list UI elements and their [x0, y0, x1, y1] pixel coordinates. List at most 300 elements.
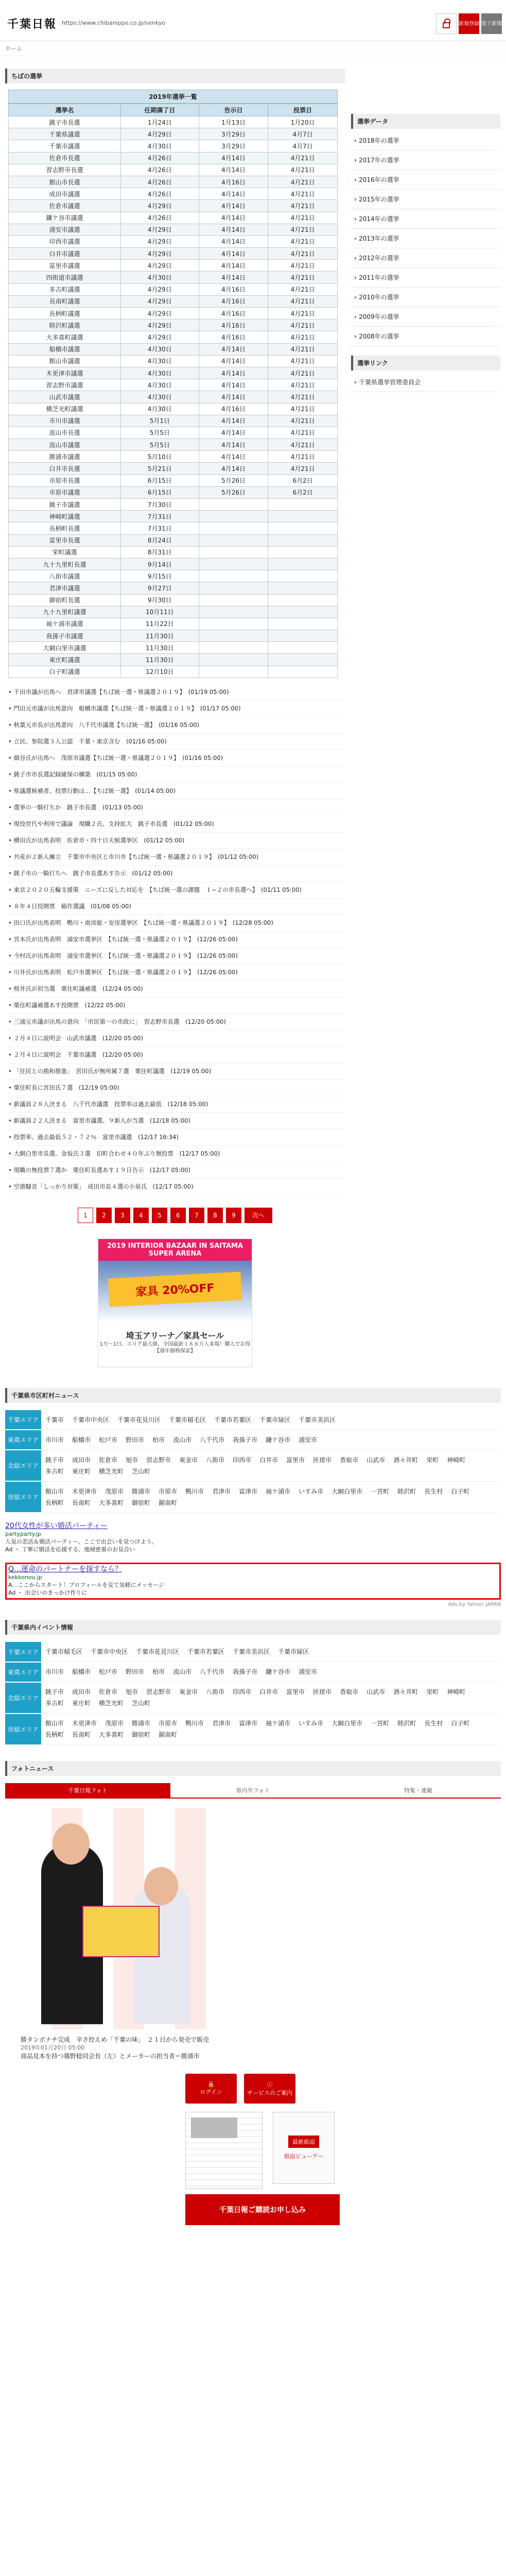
table-cell — [199, 594, 268, 606]
area-link[interactable]: 睦沢町 — [397, 1487, 416, 1495]
table-cell[interactable]: 白井市議選 — [9, 248, 121, 260]
area-link[interactable]: 我孫子市 — [233, 1436, 258, 1444]
table-cell: 4月14日 — [199, 415, 268, 427]
area-link[interactable]: いすみ市 — [299, 1720, 324, 1727]
area-link[interactable]: 柏市 — [152, 1436, 165, 1444]
text-ad-1-title[interactable]: 20代女性が多い婚活パーティー — [5, 1522, 108, 1531]
area-link[interactable]: 長柄町 — [45, 1499, 64, 1506]
area-link[interactable]: 横芝光町 — [99, 1700, 124, 1707]
area-link[interactable]: 長生村 — [424, 1487, 443, 1495]
area-link[interactable]: 鴨川市 — [185, 1720, 204, 1727]
area-link[interactable]: 東金市 — [179, 1688, 198, 1696]
area-link[interactable]: 鴨川市 — [185, 1487, 204, 1495]
area-row — [5, 1450, 501, 1481]
area-link[interactable]: 館山市 — [45, 1487, 64, 1495]
area-link[interactable]: 御宿町 — [132, 1731, 151, 1739]
news-item[interactable]: • 桜井氏が初当選 栗住町議補選 (12/24 05:00) — [8, 981, 345, 997]
table-cell[interactable]: 佐倉市長選 — [9, 152, 121, 164]
photo-caption[interactable]: 勝タンポナチ完成 辛さ控えめ「千葉の味」 ２１日から発売で販売 — [21, 2036, 210, 2043]
latest-paper-thumbnail[interactable] — [185, 2112, 263, 2189]
table-cell[interactable]: 船橋市議選 — [9, 343, 121, 355]
news-item[interactable]: • 栗住町長に宮田氏７選 (12/19 05:00) — [8, 1080, 345, 1096]
area-link[interactable]: 白井市 — [259, 1456, 278, 1464]
table-header: 告示日 — [199, 104, 268, 116]
news-item[interactable]: • 空港騒音「しっかり対策」 成田市長４選の小泉氏 (12/17 05:00) — [8, 1179, 345, 1195]
sidebar-item[interactable]: › 2011年の選挙 — [351, 268, 500, 287]
table-cell: 4月16日 — [199, 403, 268, 415]
table-row — [9, 534, 338, 546]
news-item[interactable]: • 「住民との勘和推進」 宮田氏が無所属７選 栗住町議選 (12/19 05:00) — [8, 1063, 345, 1080]
photo-image[interactable] — [21, 1808, 217, 2029]
table-cell[interactable]: 富里市長選 — [9, 534, 121, 546]
news-item[interactable]: • 現職の無投票７選か 栗住町長選あす１９日告示 (12/17 05:00) — [8, 1162, 345, 1179]
area-link[interactable]: 八街市 — [206, 1456, 225, 1464]
table-cell[interactable]: 長柄町議選 — [9, 308, 121, 319]
table-cell[interactable]: 習志野市長選 — [9, 164, 121, 176]
table-cell[interactable]: 千葉県議選 — [9, 128, 121, 140]
table-cell: 4月14日 — [199, 224, 268, 235]
area-link[interactable]: 長生村 — [424, 1720, 443, 1727]
sidebar — [351, 114, 500, 1367]
subscribe-banner[interactable]: 千葉日報ご購読お申し込み — [185, 2194, 340, 2225]
table-cell[interactable]: 東庄町議選 — [9, 654, 121, 666]
table-cell[interactable]: 九十九里町長選 — [9, 558, 121, 570]
table-cell[interactable]: 鎌ケ谷市議選 — [9, 212, 121, 224]
table-row — [9, 379, 338, 391]
area-link[interactable]: 富里市 — [286, 1688, 305, 1696]
ad-title: 埼玉アリーナ／家具セール — [126, 1330, 224, 1341]
table-row — [9, 176, 338, 188]
table-cell: 5月1日 — [120, 415, 199, 427]
area-link[interactable]: 木更津市 — [72, 1720, 97, 1727]
page-url: https://www.chibanippo.co.jp/senkyo — [62, 20, 166, 26]
area-link[interactable]: 袖ケ浦市 — [266, 1720, 291, 1727]
table-row — [9, 439, 338, 451]
service-tile-button[interactable]: ⓘ サービスのご案内 — [244, 2074, 295, 2104]
table-cell: 4月14日 — [199, 260, 268, 272]
table-cell[interactable]: 多古町議選 — [9, 283, 121, 295]
section-title: ちばの選挙 — [5, 69, 345, 83]
table-cell: 4月21日 — [268, 248, 338, 260]
area-link[interactable]: 八千代市 — [200, 1436, 225, 1444]
table-cell[interactable]: 市原市議選 — [9, 486, 121, 498]
area-label: 房総エリア — [5, 1481, 41, 1513]
table-cell[interactable]: 大網白里市議選 — [9, 642, 121, 654]
area-link[interactable]: 栄町 — [426, 1688, 439, 1696]
area-link[interactable]: 東庄町 — [72, 1700, 91, 1707]
photo-tab[interactable]: 特集・連載 — [336, 1783, 501, 1799]
table-cell: 4月21日 — [268, 319, 338, 331]
area-link[interactable]: 千葉市緑区 — [278, 1648, 309, 1656]
sidebar-item[interactable]: › 2017年の選挙 — [351, 150, 500, 170]
site-logo[interactable]: 千葉日報 — [7, 18, 57, 31]
area-link[interactable]: 野田市 — [126, 1668, 145, 1676]
furniture-ad-banner[interactable] — [98, 1239, 252, 1367]
area-link[interactable]: 千葉市美浜区 — [299, 1416, 336, 1423]
area-link[interactable]: 習志野市 — [146, 1456, 171, 1464]
area-link[interactable]: 山武市 — [367, 1456, 386, 1464]
news-item[interactable]: • 千田市議が出馬へ 君津市議選【ちば統一選・県議選２０１９】 (01/19 05:00) — [8, 684, 345, 701]
paper-viewer-tile[interactable] — [273, 2112, 335, 2184]
area-link[interactable]: 習志野市 — [146, 1688, 171, 1696]
table-row — [9, 319, 338, 331]
area-link[interactable]: 睦沢町 — [397, 1720, 416, 1727]
photo-tab[interactable]: 千葉日報フォト — [5, 1783, 170, 1799]
news-item[interactable]: • 選挙の一騎打ちか 銚子市長選 (01/13 05:00) — [8, 800, 345, 816]
table-row — [9, 295, 338, 307]
area-link[interactable]: 君津市 — [212, 1720, 231, 1727]
table-cell[interactable]: 長柄町長選 — [9, 522, 121, 534]
area-link[interactable]: 酒々井町 — [393, 1456, 418, 1464]
table-cell[interactable]: 長南町議選 — [9, 295, 121, 307]
news-item[interactable]: • 共産が２新人擁立 千葉市中央区と市川市【ちば統一選・県議選２０１９】 (01/12 05:00) — [8, 849, 345, 866]
table-cell — [199, 522, 268, 534]
area-link[interactable]: 成田市 — [72, 1456, 91, 1464]
page-link[interactable]: 1 — [78, 1208, 93, 1223]
area-link[interactable]: 香取市 — [340, 1456, 359, 1464]
news-item[interactable]: • 大網白里市長選、金坂氏３選 旧町合わせ４０年ぶり無投票 (12/17 05:00) — [8, 1146, 345, 1162]
table-cell[interactable]: 御宿町長選 — [9, 594, 121, 606]
area-link[interactable]: 千葉市稲毛区 — [169, 1416, 206, 1423]
sidebar-link[interactable]: › 千葉県選挙管理委員会 — [351, 372, 500, 392]
area-link[interactable]: 松戸市 — [99, 1436, 118, 1444]
table-cell: 4月30日 — [120, 355, 199, 367]
area-link[interactable]: 鋸南町 — [159, 1499, 178, 1506]
news-item[interactable]: • 立民、参院選３人公認 千葉・東京含む (01/16 05:00) — [8, 734, 345, 750]
table-cell[interactable]: 山武市議選 — [9, 391, 121, 403]
area-link[interactable]: 野田市 — [126, 1436, 145, 1444]
area-link[interactable]: 鎌ケ谷市 — [266, 1436, 291, 1444]
table-cell: 4月29日 — [120, 319, 199, 331]
news-item[interactable]: • ２月４日に説明会 千葉市議選 (12/20 05:00) — [8, 1047, 345, 1063]
page-link[interactable]: 2 — [96, 1208, 112, 1223]
table-cell: 1月24日 — [120, 116, 199, 128]
area-link[interactable]: 白子町 — [451, 1720, 470, 1727]
area-link[interactable]: 茂原市 — [105, 1720, 124, 1727]
area-link[interactable]: 旭市 — [126, 1688, 138, 1696]
area-link[interactable]: 船橋市 — [72, 1668, 91, 1676]
news-item[interactable]: • 宮本氏が出馬表明 浦安市選挙区 【ちば統一選・県議選２０１９】 (12/26 05:00) — [8, 931, 345, 948]
news-item[interactable]: • 東京２０２０五輪支援策 ニーズに反した対応を 【ちば統一選の課題 １−２の市長選へ】 (01/11 05:00) — [8, 882, 345, 899]
area-link[interactable]: 千葉市若葉区 — [214, 1416, 252, 1423]
area-link[interactable]: 館山市 — [45, 1720, 64, 1727]
table-cell[interactable]: 袖ケ浦市議選 — [9, 618, 121, 630]
table-cell[interactable]: 成田市議選 — [9, 188, 121, 200]
table-cell: 4月21日 — [268, 451, 338, 463]
area-link[interactable]: 千葉市中央区 — [91, 1648, 128, 1656]
area-link[interactable]: 市川市 — [45, 1436, 64, 1444]
area-link[interactable]: 御宿町 — [132, 1499, 151, 1506]
area-link[interactable]: 茂原市 — [105, 1487, 124, 1495]
area-items — [41, 1642, 501, 1662]
area-link[interactable]: 銚子市 — [45, 1688, 64, 1696]
table-cell[interactable]: 市原市長選 — [9, 474, 121, 486]
table-cell[interactable]: 九十九里町議選 — [9, 606, 121, 618]
table-cell[interactable]: 流山市議選 — [9, 439, 121, 451]
area-link[interactable]: 長南町 — [72, 1731, 91, 1739]
area-link[interactable]: 香取市 — [340, 1688, 359, 1696]
area-link[interactable]: 銚子市 — [45, 1456, 64, 1464]
table-cell[interactable]: 白子町議選 — [9, 666, 121, 677]
area-items — [41, 1682, 501, 1714]
news-item[interactable]: • 銚子市の一騎打ちへ 銚子市長選あす告示 (01/12 05:00) — [8, 866, 345, 882]
area-link[interactable]: 千葉市花見川区 — [117, 1416, 161, 1423]
table-header: 選挙名 — [9, 104, 121, 116]
area-link[interactable]: 山武市 — [367, 1688, 386, 1696]
page-link[interactable]: 3 — [115, 1208, 130, 1223]
area-link[interactable]: 佐倉市 — [99, 1688, 118, 1696]
news-item[interactable]: • 新議員２８人決まる 八千代市議選 投票率は過去最低 (12/18 05:00) — [8, 1096, 345, 1113]
table-cell: 4月29日 — [120, 331, 199, 343]
area-link[interactable]: 千葉市若葉区 — [187, 1648, 225, 1656]
sidebar-item[interactable]: › 2010年の選挙 — [351, 287, 500, 307]
table-cell[interactable]: 佐倉市議選 — [9, 200, 121, 212]
area-items — [41, 1410, 501, 1430]
table-cell — [199, 534, 268, 546]
area-link[interactable]: 浦安市 — [299, 1436, 318, 1444]
page-link[interactable]: 6 — [170, 1208, 186, 1223]
area-items — [41, 1714, 501, 1745]
area-link[interactable]: 千葉市 — [45, 1416, 64, 1423]
table-row — [9, 272, 338, 283]
table-cell[interactable]: 睦沢町議選 — [9, 319, 121, 331]
sidebar-item[interactable]: › 2014年の選挙 — [351, 209, 500, 229]
table-cell[interactable]: 館山市議選 — [9, 355, 121, 367]
area-link[interactable]: 勝浦市 — [132, 1720, 151, 1727]
table-cell: 4月21日 — [268, 403, 338, 415]
area-link[interactable]: 旭市 — [126, 1456, 138, 1464]
table-cell[interactable]: 四街道市議選 — [9, 272, 121, 283]
area-link[interactable]: 柏市 — [152, 1668, 165, 1676]
table-cell — [268, 618, 338, 630]
area-link[interactable]: 千葉市緑区 — [259, 1416, 291, 1423]
sidebar-item[interactable]: › 2016年の選挙 — [351, 170, 500, 190]
table-cell[interactable]: 銚子市長選 — [9, 116, 121, 128]
table-cell — [268, 546, 338, 558]
text-ad-2[interactable] — [5, 1563, 501, 1600]
page-link[interactable]: 7 — [189, 1208, 204, 1223]
area-link[interactable]: 印西市 — [233, 1688, 252, 1696]
area-link[interactable]: 東金市 — [179, 1456, 198, 1464]
area-row — [5, 1714, 501, 1745]
news-item[interactable]: • 県議選候補者、投票行動は…【ちば統一選】 (01/14 05:00) — [8, 783, 345, 800]
text-ad-1-desc: 人気の恋活＆婚活パーティー。ここで出会いを見つけよう。 — [5, 1538, 158, 1546]
breadcrumb[interactable]: ホーム — [0, 41, 506, 56]
area-link[interactable]: 大多喜町 — [99, 1499, 124, 1506]
area-link[interactable]: 木更津市 — [72, 1487, 97, 1495]
table-cell — [268, 594, 338, 606]
sidebar-item[interactable]: › 2012年の選挙 — [351, 248, 500, 268]
sidebar-item[interactable]: › 2013年の選挙 — [351, 229, 500, 248]
table-cell: 9月30日 — [120, 594, 199, 606]
area-link[interactable]: 匝瑳市 — [313, 1456, 332, 1464]
news-item[interactable]: • 銚子市市長選記録確保の構築 (01/15 05:00) — [8, 767, 345, 783]
area-link[interactable]: 富津市 — [239, 1487, 258, 1495]
table-row — [9, 164, 338, 176]
table-cell: 4月14日 — [199, 272, 268, 283]
table-cell: 4月16日 — [199, 295, 268, 307]
area-link[interactable]: 八街市 — [206, 1688, 225, 1696]
area-link[interactable]: 千葉市中央区 — [72, 1416, 110, 1423]
table-cell: 9月27日 — [120, 582, 199, 594]
area-link[interactable]: 八千代市 — [200, 1668, 225, 1676]
area-link[interactable]: 白井市 — [259, 1688, 278, 1696]
area-link[interactable]: 我孫子市 — [233, 1668, 258, 1676]
table-cell: 6月15日 — [120, 474, 199, 486]
sidebar-item[interactable]: › 2009年の選挙 — [351, 307, 500, 327]
login-button[interactable] — [436, 13, 457, 34]
news-item[interactable]: • ８年４日投開票 稲作選議 (01/08 05:00) — [8, 899, 345, 915]
table-cell[interactable]: 習志野市議選 — [9, 379, 121, 391]
table-cell[interactable]: 八街市議選 — [9, 570, 121, 582]
area-link[interactable]: 匝瑳市 — [313, 1688, 332, 1696]
table-cell[interactable]: 白井市長選 — [9, 463, 121, 474]
table-cell: 4月30日 — [120, 403, 199, 415]
table-row — [9, 152, 338, 164]
sidebar-item[interactable]: › 2008年の選挙 — [351, 327, 500, 346]
area-link[interactable]: 千葉市美浜区 — [233, 1648, 270, 1656]
news-item[interactable]: • 田口氏が出馬表明 鴨川・南房総・安房選挙区 【ちば統一選・県議選２０１９】 (12/28 05:00) — [8, 915, 345, 931]
area-link[interactable]: 横芝光町 — [99, 1467, 124, 1475]
area-link[interactable]: 芝山町 — [132, 1467, 151, 1475]
area-link[interactable]: 東庄町 — [72, 1467, 91, 1475]
area-link[interactable]: 多古町 — [45, 1700, 64, 1707]
table-cell[interactable]: 神崎町議選 — [9, 511, 121, 522]
area-link[interactable]: 船橋市 — [72, 1436, 91, 1444]
news-item[interactable]: • 栗住町議補選あす投開票 (12/22 05:00) — [8, 997, 345, 1014]
news-item[interactable]: • 川井氏が出馬表明 松戸市選挙区 【ちば統一選・県議選２０１９】 (12/26 05:00) — [8, 964, 345, 981]
page-link[interactable]: 8 — [207, 1208, 223, 1223]
photo-tab[interactable]: 県内外フォト — [170, 1783, 336, 1799]
lock-icon — [443, 22, 450, 28]
table-cell[interactable]: 浦安市議選 — [9, 224, 121, 235]
sidebar-item[interactable]: › 2015年の選挙 — [351, 190, 500, 209]
area-link[interactable]: 神崎町 — [447, 1688, 466, 1696]
page-link[interactable]: 4 — [133, 1208, 149, 1223]
area-link[interactable]: 勝浦市 — [132, 1487, 151, 1495]
table-row — [9, 188, 338, 200]
area-link[interactable]: 神崎町 — [447, 1456, 466, 1464]
table-cell: 4月21日 — [268, 439, 338, 451]
next-page-link[interactable]: 次へ — [245, 1208, 272, 1223]
table-cell[interactable]: 栄町議選 — [9, 546, 121, 558]
table-cell: 4月26日 — [120, 188, 199, 200]
area-label: 房総エリア — [5, 1714, 41, 1745]
table-cell[interactable]: 富里市議選 — [9, 260, 121, 272]
area-link[interactable]: 富津市 — [239, 1720, 258, 1727]
news-item[interactable]: • 門田元市議が出馬意向 船橋市議選【ちば統一選・県議選２０１９】 (01/17 05:00) — [8, 701, 345, 717]
news-item[interactable]: • 秋葉元市長が出馬意向 八千代市議選【ちば統一選】 (01/16 05:00) — [8, 717, 345, 734]
area-link[interactable]: 市川市 — [45, 1668, 64, 1676]
table-cell[interactable]: 大多喜町議選 — [9, 331, 121, 343]
area-link[interactable]: 酒々井町 — [393, 1688, 418, 1696]
table-cell: 4月16日 — [199, 283, 268, 295]
page-link[interactable]: 5 — [152, 1208, 167, 1223]
news-item[interactable]: • 細谷氏が出馬へ 茂原市議選【ちば統一選・県議選２０１９】 (01/16 05:00) — [8, 750, 345, 767]
table-cell[interactable]: 館山市長選 — [9, 176, 121, 188]
page-link[interactable]: 9 — [226, 1208, 241, 1223]
table-cell: 4月29日 — [120, 308, 199, 319]
area-link[interactable]: 佐倉市 — [99, 1456, 118, 1464]
area-link[interactable]: 大網白里市 — [331, 1720, 363, 1727]
table-row — [9, 140, 338, 152]
register-button[interactable]: 新規登録 — [459, 13, 479, 34]
table-cell[interactable]: 印西市議選 — [9, 235, 121, 247]
e-paper-button[interactable]: 電子新聞 — [481, 13, 502, 34]
table-cell: 11月22日 — [120, 618, 199, 630]
table-cell: 12月10日 — [120, 666, 199, 677]
news-item[interactable]: • 横田氏が出馬表明 佐倉市・四十日天候選挙区 (01/12 05:00) — [8, 833, 345, 849]
area-link[interactable]: 長南町 — [72, 1499, 91, 1506]
area-link[interactable]: 長柄町 — [45, 1731, 64, 1739]
table-cell: 4月21日 — [268, 260, 338, 272]
area-link[interactable]: 大多喜町 — [99, 1731, 124, 1739]
area-link[interactable]: 浦安市 — [299, 1668, 318, 1676]
login-tile-button[interactable]: 🔒 ログイン — [185, 2074, 237, 2104]
area-link[interactable]: 多古町 — [45, 1467, 64, 1475]
area-link[interactable]: いすみ市 — [299, 1487, 324, 1495]
table-row — [9, 642, 338, 654]
table-cell[interactable]: 千葉市議選 — [9, 140, 121, 152]
sidebar-item[interactable]: › 2018年の選挙 — [351, 131, 500, 150]
area-link[interactable]: 富里市 — [286, 1456, 305, 1464]
text-ad-2-title[interactable]: Q…運命のパートナーを探すなら？ — [8, 1565, 123, 1574]
area-link[interactable]: 鎌ケ谷市 — [266, 1668, 291, 1676]
area-link[interactable]: 一宮町 — [371, 1720, 390, 1727]
news-item[interactable]: • 新議員２２人決まる 富里市議選、９新人が当選 (12/18 05:00) — [8, 1113, 345, 1129]
table-row — [9, 582, 338, 594]
table-cell[interactable]: 我孫子市議選 — [9, 630, 121, 642]
table-cell[interactable]: 横芝光町議選 — [9, 403, 121, 415]
table-cell[interactable]: 市川市議選 — [9, 415, 121, 427]
area-link[interactable]: 芝山町 — [132, 1700, 151, 1707]
area-link[interactable]: 大網白里市 — [331, 1487, 363, 1495]
area-link[interactable]: 市原市 — [159, 1487, 178, 1495]
area-link[interactable]: 千葉市花見川区 — [136, 1648, 180, 1656]
news-item[interactable]: • 現役世代や利用で議論 現職２氏、支持拡大 銚子市長選 (01/12 05:00) — [8, 816, 345, 833]
text-ad-1[interactable] — [5, 1522, 501, 1553]
area-link[interactable]: 袖ケ浦市 — [266, 1487, 291, 1495]
area-link[interactable]: 成田市 — [72, 1688, 91, 1696]
table-cell[interactable]: 木更津市議選 — [9, 367, 121, 379]
area-link[interactable]: 栄町 — [426, 1456, 439, 1464]
area-link[interactable]: 流山市 — [173, 1668, 192, 1676]
news-item[interactable]: • 投票率、過去最低５２・７２％ 富里市議選 (12/17 16:34) — [8, 1129, 345, 1146]
table-cell: 5月26日 — [199, 474, 268, 486]
table-row — [9, 499, 338, 511]
area-link[interactable]: 印西市 — [233, 1456, 252, 1464]
area-link[interactable]: 松戸市 — [99, 1668, 118, 1676]
area-link[interactable]: 一宮町 — [371, 1487, 390, 1495]
table-cell: 6月2日 — [268, 486, 338, 498]
news-item[interactable]: • ２月４日に説明会 山武市議選 (12/20 05:00) — [8, 1030, 345, 1047]
table-row — [9, 558, 338, 570]
table-cell[interactable]: 勝浦市議選 — [9, 451, 121, 463]
news-item[interactable]: • 今村氏が出馬表明 浦安市選挙区 【ちば統一選・県議選２０１９】 (12/26 05:00) — [8, 948, 345, 964]
area-label: 北総エリア — [5, 1450, 41, 1481]
table-cell: 4月30日 — [120, 140, 199, 152]
area-link[interactable]: 市原市 — [159, 1720, 178, 1727]
table-cell[interactable]: 流山市長選 — [9, 427, 121, 438]
area-link[interactable]: 流山市 — [173, 1436, 192, 1444]
area-link[interactable]: 鋸南町 — [159, 1731, 178, 1739]
table-cell[interactable]: 君津市議選 — [9, 582, 121, 594]
area-link[interactable]: 君津市 — [212, 1487, 231, 1495]
area-link[interactable]: 白子町 — [451, 1487, 470, 1495]
news-item[interactable]: • 三浦元市議が出馬の意向 「市民第一の市政に」 習志野市長選 (12/20 05:00) — [8, 1014, 345, 1030]
table-cell[interactable]: 銚子市議選 — [9, 499, 121, 511]
area-link[interactable]: 千葉市稲毛区 — [45, 1648, 83, 1656]
